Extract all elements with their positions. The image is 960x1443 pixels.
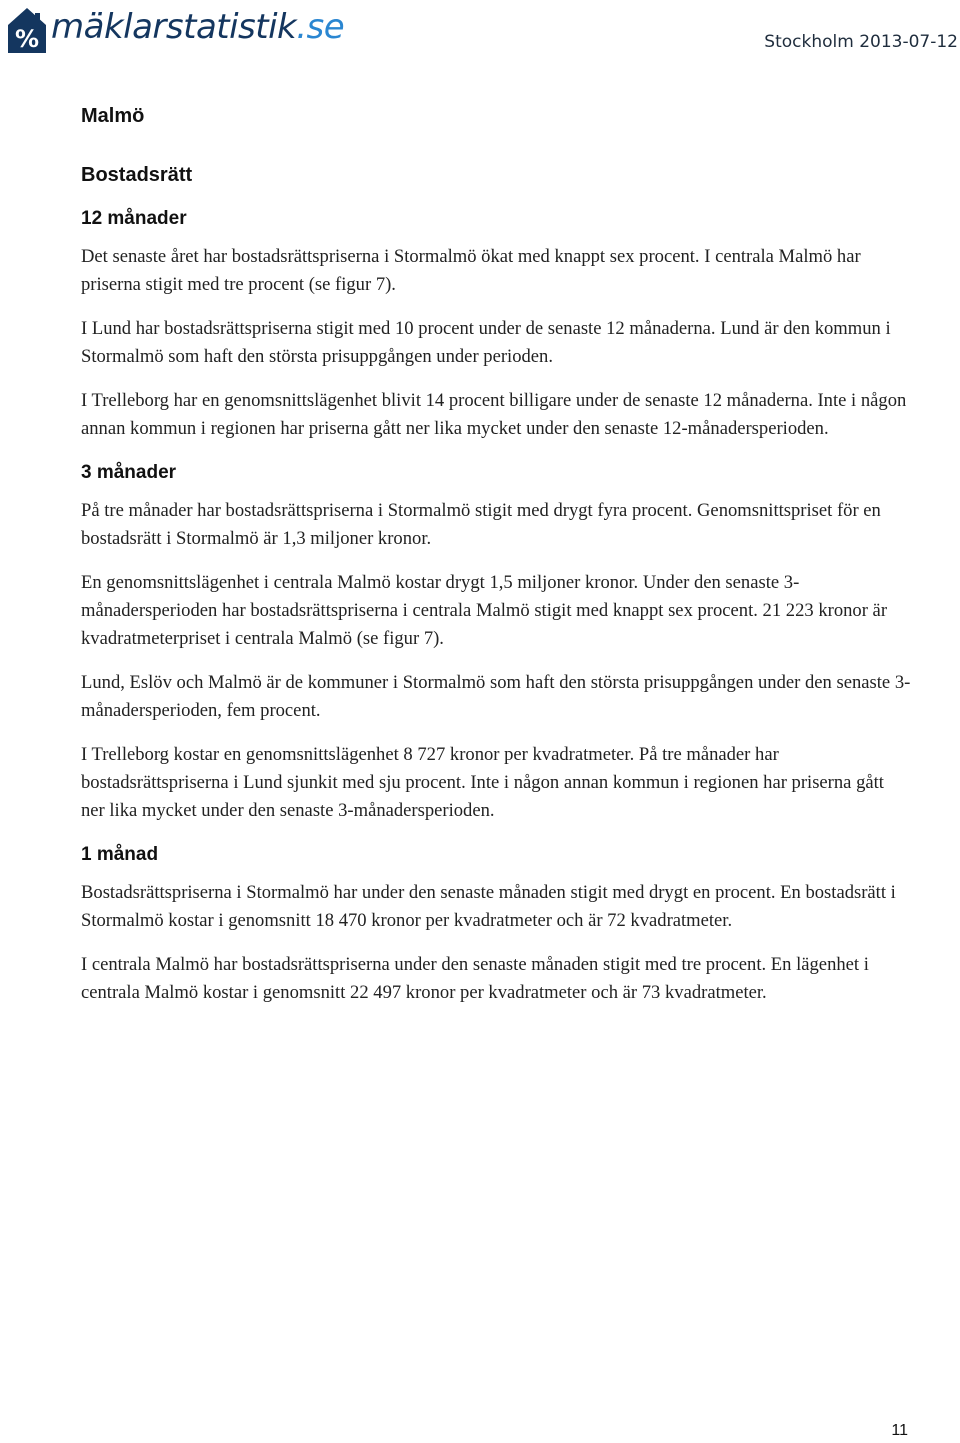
period-heading-12m: 12 månader <box>81 208 187 229</box>
page-body <box>81 100 911 1007</box>
section-heading: Bostadsrätt <box>81 164 193 186</box>
paragraph: I Trelleborg kostar en genomsnittslägenhet 8 727 kronor per kvadratmeter. På tre månader har bostadsrättspriserna i Lund sjunkit med sju procent. Inte i någon annan kommun i regionen har priserna gått ner lika mycket under den senaste 3-månadersperioden. <box>81 744 884 821</box>
period-heading-3m: 3 månader <box>81 462 177 483</box>
place-date: Stockholm 2013-07-12 <box>764 32 958 52</box>
logo-name: mäklarstatistik <box>51 7 297 47</box>
logo-text <box>51 7 345 47</box>
paragraph: I Trelleborg har en genomsnittslägenhet blivit 14 procent billigare under de senaste 12 månaderna. Inte i någon annan kommun i regionen har priserna gått ner lika mycket under den senaste 12-månadersperioden. <box>81 390 907 439</box>
period-heading-1m: 1 månad <box>81 844 159 865</box>
paragraph: I centrala Malmö har bostadsrättspriserna under den senaste månaden stigit med tre procent. En lägenhet i centrala Malmö kostar i genomsnitt 22 497 kronor per kvadratmeter och är 73 kvadratmeter. <box>81 954 869 1003</box>
page-number: 11 <box>891 1422 908 1439</box>
paragraph: I Lund har bostadsrättspriserna stigit med 10 procent under de senaste 12 månaderna. Lund är den kommun i Stormalmö som haft den största prisuppgången under perioden. <box>81 318 891 367</box>
paragraph: Det senaste året har bostadsrättspriserna i Stormalmö ökat med knappt sex procent. I centrala Malmö har priserna stigit med tre procent (se figur 7). <box>81 246 861 295</box>
logo-mark-symbol: % <box>14 25 40 53</box>
brand-logo <box>6 4 344 56</box>
logo-tld: .se <box>296 7 345 47</box>
house-percent-icon <box>6 5 48 55</box>
paragraph: En genomsnittslägenhet i centrala Malmö kostar drygt 1,5 miljoner kronor. Under den senaste 3-månadersperioden har bostadsrättspriserna i centrala Malmö stigit med knappt sex procent. 21 223 kronor är kvadratmeterpriset i centrala Malmö (se figur 7). <box>81 572 888 649</box>
paragraph: Lund, Eslöv och Malmö är de kommuner i Stormalmö som haft den största prisuppgången under den senaste 3-månadersperioden, fem procent. <box>81 672 911 721</box>
paragraph: Bostadsrättspriserna i Stormalmö har under den senaste månaden stigit med drygt en procent. En bostadsrätt i Stormalmö kostar i genomsnitt 18 470 kronor per kvadratmeter och är 72 kvadratmeter. <box>81 882 896 931</box>
paragraph: På tre månader har bostadsrättspriserna i Stormalmö stigit med drygt fyra procent. Genomsnittspriset för en bostadsrätt i Stormalmö är 1,3 miljoner kronor. <box>81 500 881 549</box>
page-title: Malmö <box>81 105 145 127</box>
